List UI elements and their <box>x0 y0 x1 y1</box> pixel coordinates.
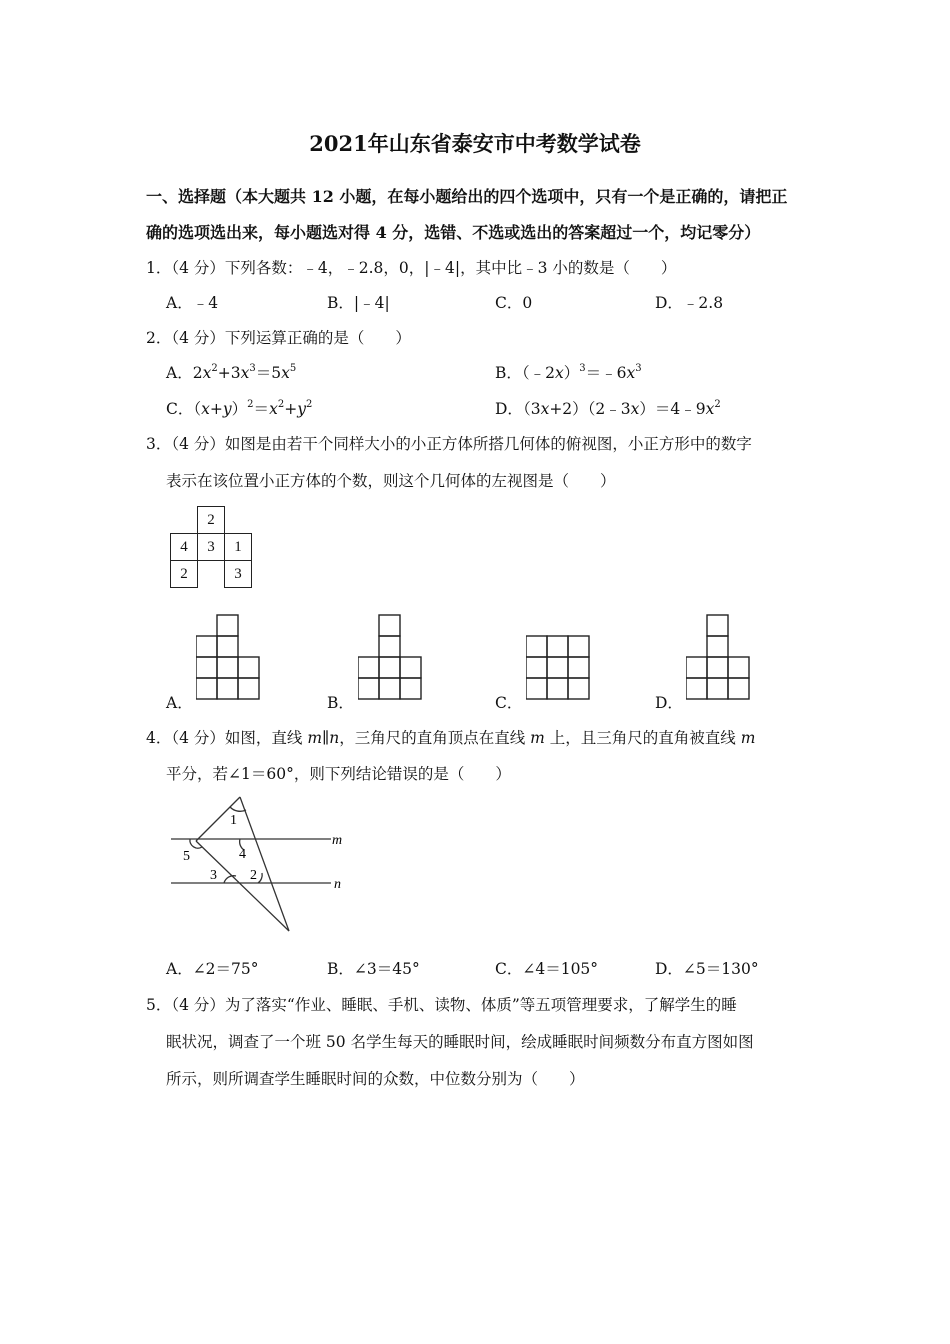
q5-stem-line2: 眠状况，调查了一个班 50 名学生每天的睡眠时间，绘成睡眠时间频数分布直方图如图 <box>166 1033 754 1051</box>
angle-5-label: 5 <box>183 849 190 864</box>
q4-option-c: C．∠4＝105° <box>495 960 599 978</box>
angle-1-label: 1 <box>230 813 237 828</box>
grid-cell: 3 <box>198 534 225 561</box>
grid-cell: 4 <box>171 534 198 561</box>
page-title: 2021年山东省泰安市中考数学试卷 <box>309 131 641 156</box>
line-m-label: m <box>332 833 343 848</box>
q2-option-c: C．$(x+y)^2=x^2+y^2$ <box>166 399 313 418</box>
q1-option-c: C．0 <box>495 294 533 312</box>
q2-option-d: D．$(3x+2)(2﹣3x)=4﹣9x^2$ <box>495 399 721 418</box>
q5-stem-line1: 5．（4 分）为了落实“作业、睡眠、手机、读物、体质”等五项管理要求，了解学生的睡 <box>146 996 737 1014</box>
grid-cell: 3 <box>225 561 252 588</box>
q1-option-d: D．﹣2.8 <box>655 294 724 312</box>
q4-option-a: A．∠2＝75° <box>166 960 259 978</box>
q5-stem-line3: 所示，则所调查学生睡眠时间的众数，中位数分别为（ ） <box>166 1070 585 1088</box>
q3-option-d: D． <box>655 694 683 712</box>
q3-option-a: A． <box>166 694 193 712</box>
q3-figure-c <box>526 612 596 702</box>
q1-option-b: B．|﹣4| <box>327 294 390 312</box>
angle-3-label: 3 <box>210 868 217 883</box>
angle-2-label: 2 <box>250 868 257 883</box>
q4-stem-line2: 平分，若∠1＝60°，则下列结论错误的是（ ） <box>166 765 511 783</box>
q3-option-b: B． <box>327 694 354 712</box>
q4-option-b: B．∠3＝45° <box>327 960 420 978</box>
q3-stem-line2: 表示在该位置小正方体的个数，则这个几何体的左视图是（ ） <box>166 472 616 490</box>
q2-option-a: A．$2x^2+3x^3=5x^5$ <box>166 363 297 382</box>
q3-figure-d <box>686 612 756 702</box>
section-heading-line1: 一、选择题（本大题共 12 小题，在每小题给出的四个选项中，只有一个是正确的，请把正 <box>146 187 788 206</box>
q1-stem: 1．（4 分）下列各数：﹣4，﹣2.8，0，|﹣4|，其中比﹣3 小的数是（ ） <box>146 259 677 277</box>
top-view-grid <box>170 506 252 588</box>
q3-option-c: C． <box>495 694 523 712</box>
grid-cell: 2 <box>171 561 198 588</box>
section-heading-line2: 确的选项选出来，每小题选对得 4 分，选错、不选或选出的答案超过一个，均记零分） <box>146 223 761 242</box>
q2-stem: 2．（4 分）下列运算正确的是（ ） <box>146 329 411 347</box>
q4-figure <box>166 790 356 940</box>
angle-4-label: 4 <box>239 847 246 862</box>
q4-stem-line1: 4．（4 分）如图，直线 m∥n，三角尺的直角顶点在直线 m 上，且三角尺的直角被直线 m <box>146 729 756 747</box>
q1-option-a: A．﹣4 <box>166 294 219 312</box>
q3-figure-a <box>196 612 266 702</box>
grid-cell: 1 <box>225 534 252 561</box>
grid-cell: 2 <box>198 507 225 534</box>
q2-option-b: B．$(﹣2x)^3=﹣6x^3$ <box>495 363 642 382</box>
q3-stem-line1: 3．（4 分）如图是由若干个同样大小的小正方体所搭几何体的俯视图，小正方形中的数字 <box>146 435 752 453</box>
q3-figure-b <box>358 612 428 702</box>
line-n-label: n <box>334 877 341 892</box>
q4-option-d: D．∠5＝130° <box>655 960 759 978</box>
